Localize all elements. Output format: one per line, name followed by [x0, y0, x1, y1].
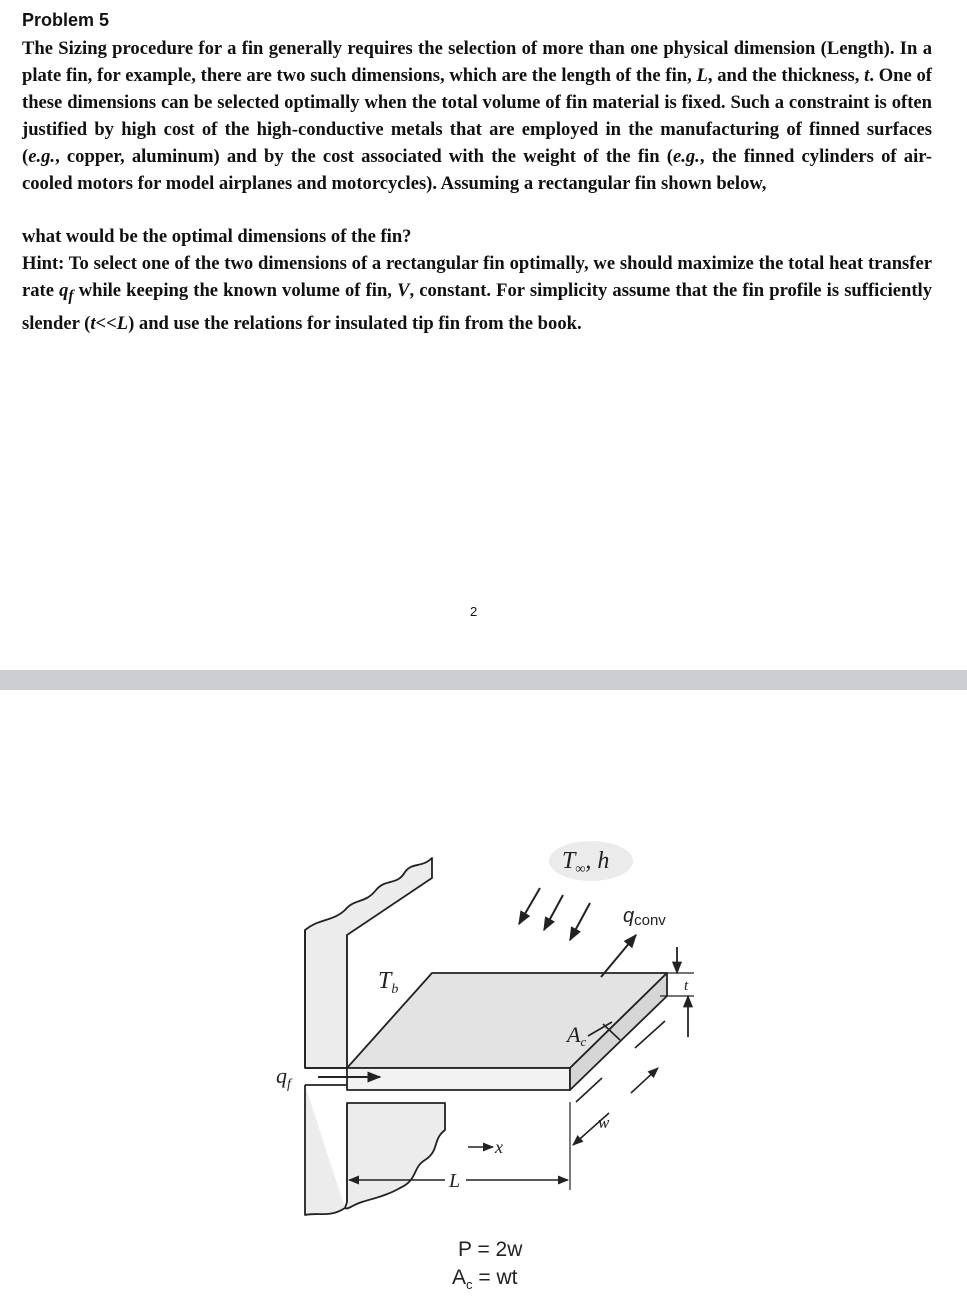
problem-intro: The Sizing procedure for a fin generally requires the selection of more than one physical dimension (Length). In a plate fin, for example, there are two such dimensions, which are the length of the fin, L, and the thickness, t. One of these dimensions can be selected optimally when the total volume of fin material is fixed. Such a constraint is often justified by high cost of the high-conductive metals that are employed in the manufacturing of finned surfaces (e.g., copper, aluminum) and by the cost associated with the weight of the fin (e.g., the finned cylinders of air-cooled motors for model airplanes and motorcycles). Assuming a rectangular fin shown below,: [22, 38, 932, 194]
plate-fin: [305, 973, 667, 1090]
length-label: L: [449, 1170, 461, 1192]
width-label: w: [598, 1113, 610, 1132]
base-temperature-label: $T_b$: [378, 968, 399, 997]
x-axis-label: x: [495, 1137, 503, 1157]
ambient-temperature-label: $T_\infty$, h: [562, 848, 610, 877]
problem-hint: Hint: To select one of the two dimensions of a rectangular fin optimally, we should maximize the total heat transfer rate $q_f$ while keeping the known volume of fin, V, constant. For simplicity assume that the fin profile is sufficiently slender (t<<L) and use the relations for insulated tip fin from the book.: [22, 253, 932, 334]
cross-section-area-label: Ac: [567, 1022, 587, 1049]
fin-diagram: [0, 690, 967, 1301]
q-conv-arrow: [601, 935, 636, 977]
area-equation: $A_c$ = wt: [452, 1266, 518, 1292]
q-fin-label: $q_f$: [276, 1063, 291, 1092]
perimeter-equation: P = 2w: [458, 1238, 523, 1261]
page-separator: [0, 670, 967, 690]
convection-in-arrows: [519, 888, 590, 940]
thickness-label: t: [684, 978, 689, 994]
page-number: 2: [470, 604, 478, 619]
problem-question: what would be the optimal dimensions of the fin?: [22, 226, 412, 247]
q-conv-label: qconv: [623, 905, 666, 929]
problem-title: Problem 5: [22, 10, 110, 30]
